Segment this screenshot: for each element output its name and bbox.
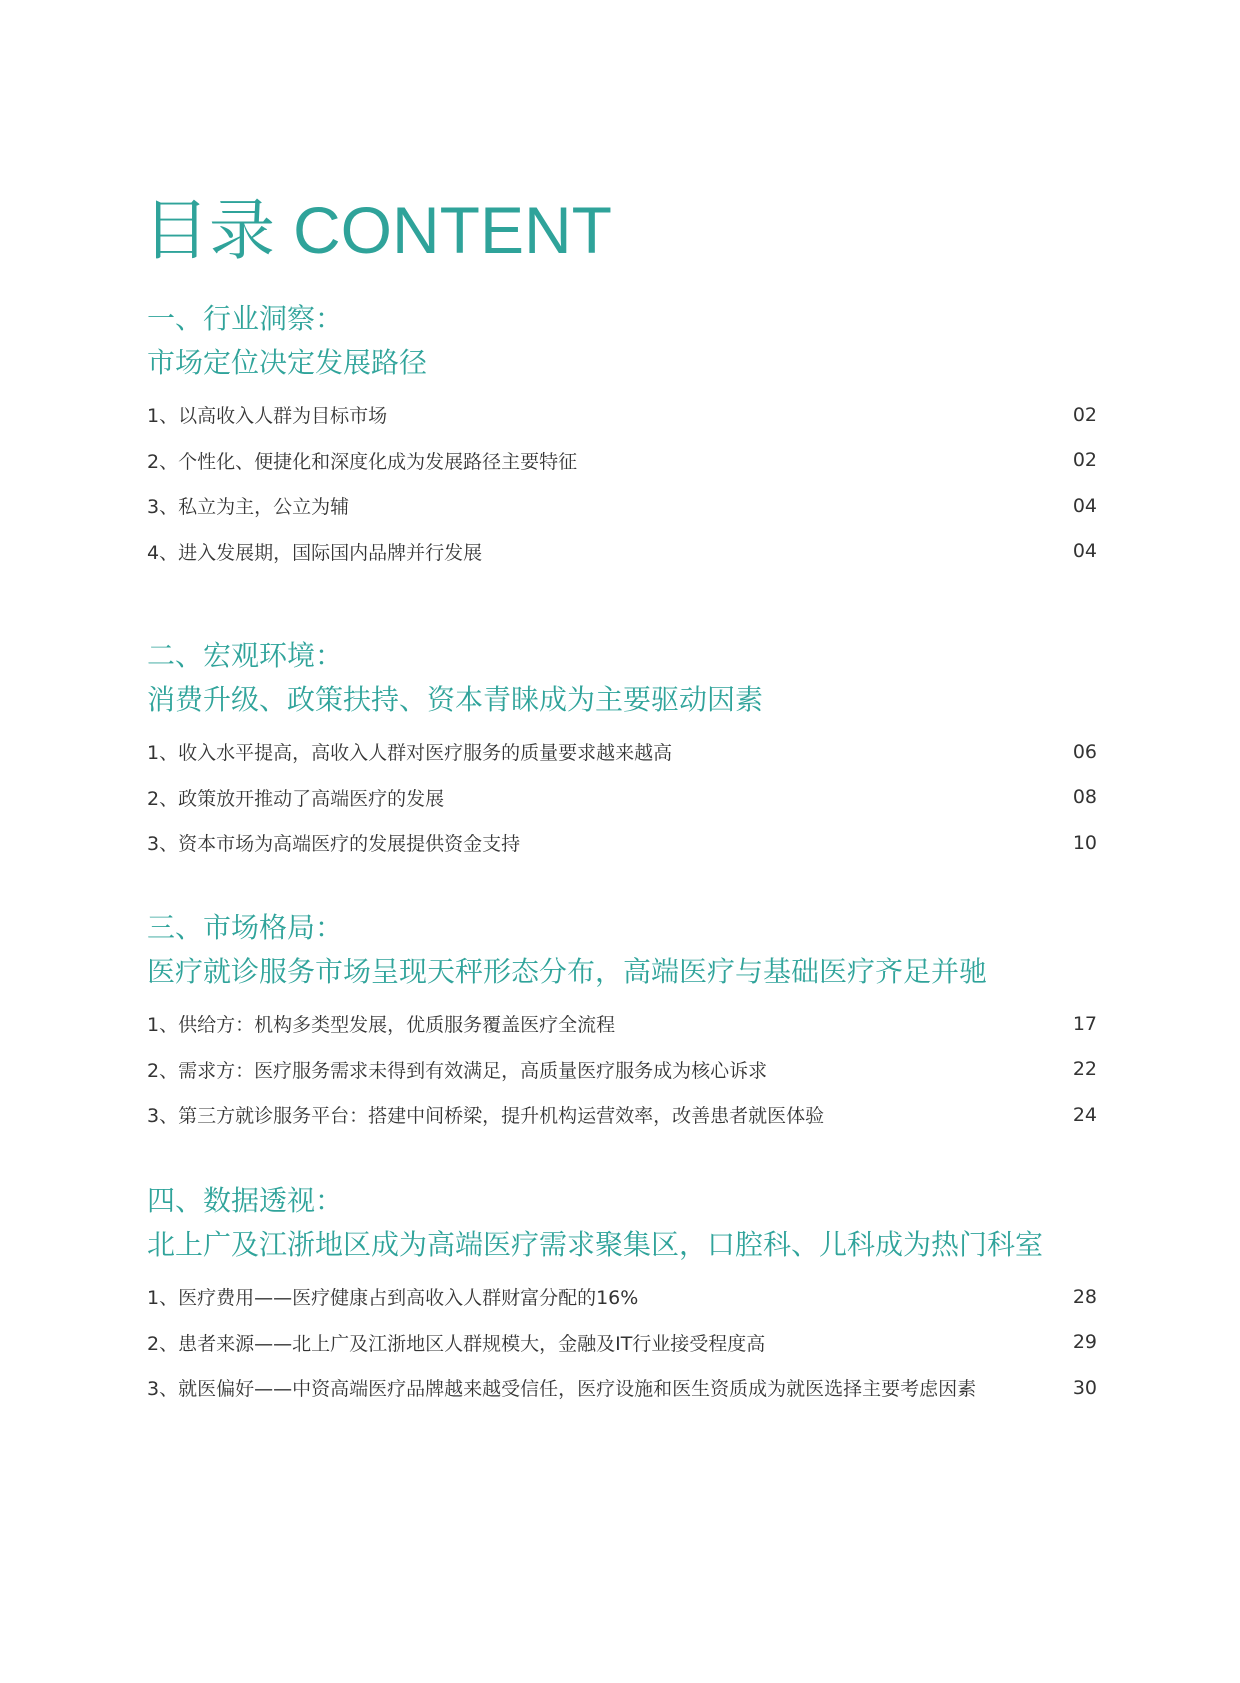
toc-entry-label: 3、资本市场为高端医疗的发展提供资金支持	[147, 833, 521, 856]
toc-entry-page: 28	[1072, 1285, 1097, 1308]
section-heading-line1: 四、数据透视：	[147, 1184, 344, 1217]
toc-entry-label: 4、进入发展期，国际国内品牌并行发展	[147, 541, 483, 564]
toc-entry[interactable]	[147, 392, 1097, 438]
toc-entry[interactable]	[147, 529, 1097, 575]
toc-entry-label: 2、患者来源——北上广及江浙地区人群规模大，金融及IT行业接受程度高	[147, 1332, 766, 1355]
toc-entry[interactable]	[147, 1092, 1097, 1138]
toc-entry-label: 1、收入水平提高，高收入人群对医疗服务的质量要求越来越高	[147, 742, 673, 765]
toc-entry-label: 2、需求方：医疗服务需求未得到有效满足，高质量医疗服务成为核心诉求	[147, 1059, 768, 1082]
section-heading-line2: 消费升级、政策扶持、资本青睐成为主要驱动因素	[147, 683, 764, 716]
toc-entry-page: 24	[1072, 1103, 1097, 1126]
toc-entry[interactable]	[147, 1365, 1097, 1411]
toc-entry-page: 06	[1072, 740, 1097, 763]
toc-section-2	[147, 634, 1097, 866]
toc-entry-page: 04	[1072, 494, 1097, 517]
toc-entry-label: 3、就医偏好——中资高端医疗品牌越来越受信任，医疗设施和医生资质成为就医选择主要考虑因素	[147, 1378, 977, 1401]
toc-entry-page: 22	[1072, 1058, 1097, 1081]
toc-entry-label: 1、医疗费用——医疗健康占到高收入人群财富分配的16%	[147, 1287, 639, 1310]
title-cn: 目录	[143, 192, 275, 269]
toc-entry-label: 2、个性化、便捷化和深度化成为发展路径主要特征	[147, 450, 578, 473]
toc-entry[interactable]	[147, 1001, 1097, 1047]
toc-entry[interactable]	[147, 1274, 1097, 1320]
toc-entry-page: 02	[1072, 449, 1097, 472]
section-heading-line1: 一、行业洞察：	[147, 302, 344, 335]
title-en: CONTENT	[293, 193, 612, 267]
toc-section-4	[147, 1179, 1097, 1411]
toc-entry[interactable]	[147, 775, 1097, 821]
toc-entry[interactable]	[147, 820, 1097, 866]
toc-section-3	[147, 906, 1097, 1138]
toc-entry-page: 29	[1072, 1331, 1097, 1354]
toc-entry-page: 02	[1072, 403, 1097, 426]
toc-section-1	[147, 297, 1097, 574]
toc-entry-page: 30	[1072, 1376, 1097, 1399]
section-heading-line1: 二、宏观环境：	[147, 639, 344, 672]
toc-entry-page: 17	[1072, 1012, 1097, 1035]
toc-entry-label: 1、供给方：机构多类型发展，优质服务覆盖医疗全流程	[147, 1014, 616, 1037]
toc-entry[interactable]	[147, 483, 1097, 529]
toc-entry[interactable]	[147, 438, 1097, 484]
section-items	[147, 1274, 1097, 1411]
section-items	[147, 1001, 1097, 1138]
toc-entry-page: 10	[1072, 831, 1097, 854]
toc-entry-label: 2、政策放开推动了高端医疗的发展	[147, 787, 445, 810]
section-items	[147, 729, 1097, 866]
section-items	[147, 392, 1097, 574]
toc-entry-page: 04	[1072, 540, 1097, 563]
section-heading-line2: 市场定位决定发展路径	[147, 346, 428, 379]
page-title	[143, 190, 612, 271]
toc-entry[interactable]	[147, 1320, 1097, 1366]
toc-entry-page: 08	[1072, 786, 1097, 809]
section-heading-line2: 北上广及江浙地区成为高端医疗需求聚集区，口腔科、儿科成为热门科室	[147, 1228, 1044, 1261]
toc-entry[interactable]	[147, 729, 1097, 775]
section-heading-line2: 医疗就诊服务市场呈现天秤形态分布，高端医疗与基础医疗齐足并驰	[147, 955, 988, 988]
toc-entry[interactable]	[147, 1047, 1097, 1093]
toc-entry-label: 3、私立为主，公立为辅	[147, 496, 350, 519]
toc-entry-label: 1、以高收入人群为目标市场	[147, 405, 388, 428]
section-heading-line1: 三、市场格局：	[147, 911, 344, 944]
toc-entry-label: 3、第三方就诊服务平台：搭建中间桥梁，提升机构运营效率，改善患者就医体验	[147, 1105, 825, 1128]
